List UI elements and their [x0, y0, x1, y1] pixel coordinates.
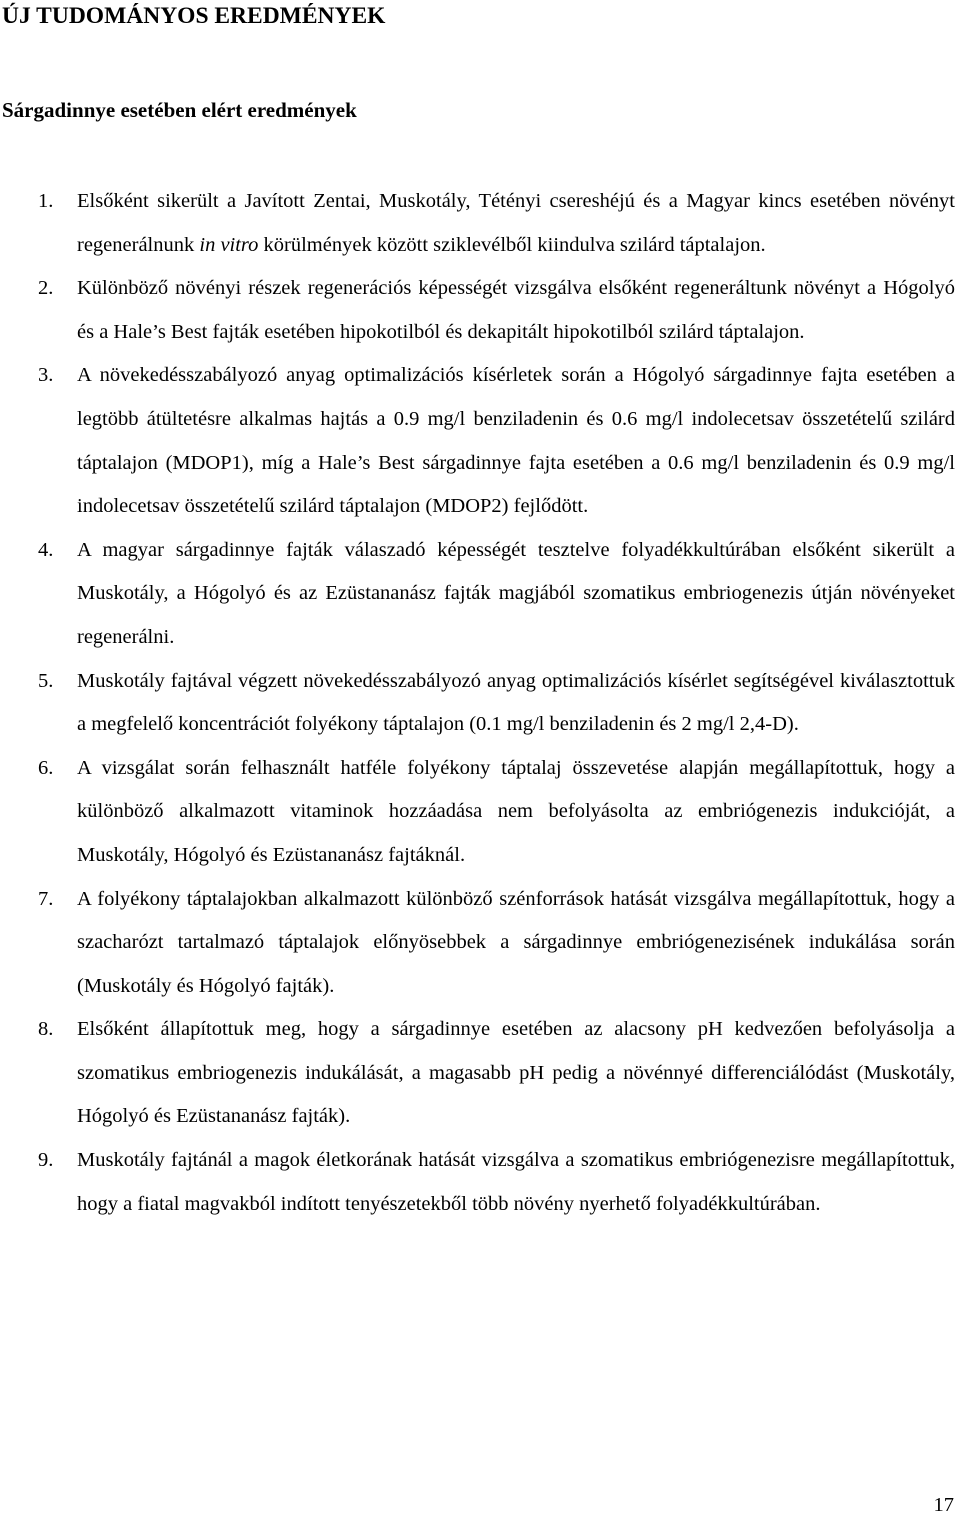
list-item-number: 6. [38, 756, 54, 779]
page-title: ÚJ TUDOMÁNYOS EREDMÉNYEK [2, 3, 386, 29]
list-item-text: A magyar sárgadinnye fajták válaszadó képességét tesztelve folyadékkultúrában elsőként sikerült a Muskotály, a Hógolyó és az Ezüstananász fajták magjából szomatikus embriogenezis útján növényeket regenerálni. [77, 538, 955, 648]
results-list [0, 180, 960, 1226]
list-item-text: Különböző növényi részek regenerációs képességét vizsgálva elsőként regeneráltunk növényt a Hógolyó és a Hale’s Best fajták esetében hipokotilból és dekapitált hipokotilból szilárd táptalajon. [77, 277, 955, 343]
list-item [0, 660, 960, 747]
list-item-text: A növekedésszabályozó anyag optimalizációs kísérletek során a Hógolyó sárgadinnye fajta esetében a legtöbb átültetésre alkalmas hajtás a 0.9 mg/l benziladenin és 0.6 mg/l indolecetsav összetételű szilárd táptalajon (MDOP1), míg a Hale’s Best sárgadinnye fajta esetében a 0.6 mg/l benziladenin és 0.9 mg/l indolecetsav összetételű szilárd táptalajon (MDOP2) fejlődött. [77, 364, 955, 518]
list-item-number: 5. [38, 669, 54, 692]
list-item-number: 9. [38, 1149, 54, 1172]
list-item-text: A vizsgálat során felhasznált hatféle folyékony táptalaj összevetése alapján megállapítottuk, hogy a különböző alkalmazott vitaminok hozzáadása nem befolyásolta az embriógenezis indukcióját, a Muskotály, Hógolyó és Ezüstananász fajtáknál. [77, 756, 955, 866]
list-item-text: Muskotály fajtánál a magok életkorának hatását vizsgálva a szomatikus embriógenezisre megállapítottuk, hogy a fiatal magvakból indított tenyészetekből több növény nyerhető folyadékkultúrában. [77, 1149, 955, 1215]
list-item-number: 1. [38, 190, 54, 212]
list-item [0, 1139, 960, 1226]
list-item-number: 7. [38, 887, 54, 910]
page-number: 17 [933, 1494, 954, 1516]
list-item-text: Muskotály fajtával végzett növekedésszabályozó anyag optimalizációs kísérlet segítségével kiválasztottuk a megfelelő koncentrációt folyékony táptalajon (0.1 mg/l benziladenin és 2 mg/l 2,4-D). [77, 669, 955, 736]
list-item-number: 3. [38, 364, 54, 387]
list-item [0, 878, 960, 1009]
list-item-text: Elsőként sikerült a Javított Zentai, Muskotály, Tétényi csereshéjú és a Magyar kincs esetében növényt regenerálnunk in vitro körülmények között sziklevélből kiindulva szilárd táptalajon. [77, 190, 955, 256]
list-item-number: 2. [38, 277, 54, 300]
list-item [0, 1008, 960, 1139]
list-item-text: Elsőként állapítottuk meg, hogy a sárgadinnye esetében az alacsony pH kedvezően befolyásolja a szomatikus embriogenezis indukálását, a magasabb pH pedig a növénnyé differenciálódást (Muskotály, Hógolyó és Ezüstananász fajták). [77, 1018, 955, 1128]
list-item-number: 8. [38, 1018, 54, 1041]
list-item [0, 267, 960, 354]
list-item [0, 529, 960, 660]
list-item [0, 747, 960, 878]
list-item [0, 180, 960, 267]
italic-term: in vitro [199, 233, 259, 256]
list-item-text: A folyékony táptalajokban alkalmazott különböző szénforrások hatását vizsgálva megállapítottuk, hogy a szacharózt tartalmazó táptalajok előnyösebbek a sárgadinnye embriógenezisének indukálása során (Muskotály és Hógolyó fajták). [77, 887, 955, 997]
section-subtitle: Sárgadinnye esetében elért eredmények [2, 98, 357, 122]
list-item [0, 354, 960, 528]
list-item-number: 4. [38, 538, 54, 561]
